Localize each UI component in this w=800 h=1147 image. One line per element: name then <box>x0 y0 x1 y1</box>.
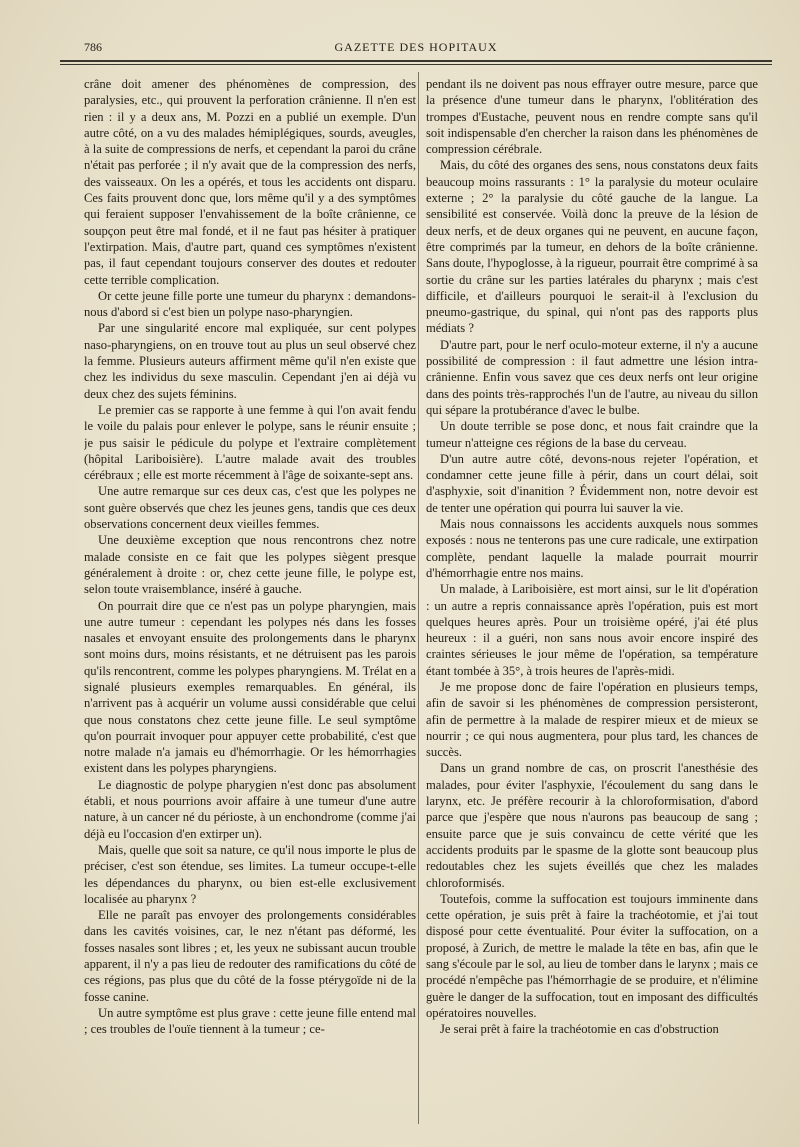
paragraph: Un doute terrible se pose donc, et nous fait craindre que la tumeur n'atteigne ces régions de la base du cerveau. <box>426 419 758 450</box>
paragraph: crâne doit amener des phénomènes de compression, des paralysies, etc., qui prouvent la perforation crânienne. Il n'en est rien : il y a deux ans, M. Pozzi en a publié un exemple. D'un autre côté, on a vu des malades hémiplégiques, sourds, aveugles, à la suite de compressions de nerfs, et cependant la paroi du crâne n'était pas perforée ; il n'y avait que de la compression des nerfs, des vaisseaux. On les a opérés, et tous les accidents ont disparu. Ces faits prouvent donc que, lors même qu'il y a des symptômes qui feraient supposer l'envahissement de la boîte crânienne, ce soupçon peut être mal fondé, et il ne faut pas hésiter à pratiquer l'extirpation. Mais, d'autre part, quand ces symptômes n'existent pas, il faut cependant toujours conserver des doutes et redouter cette terrible complication. <box>84 77 416 287</box>
left-column <box>84 76 416 1126</box>
paragraph: Le premier cas se rapporte à une femme à qui l'on avait fendu le voile du palais pour enlever le polype, sans le réunir ensuite ; je pus saisir le pédicule du polype et l'extraire complètement (hôpital Lariboisière). L'autre malade avait des troubles cérébraux ; elle est morte récemment à l'âge de soixante-sept ans. <box>84 402 416 483</box>
paragraph: Une deuxième exception que nous rencontrons chez notre malade consiste en ce fait que les polypes siègent presque généralement à droite : or, chez cette jeune fille, le polype est, selon toute vraisemblance, inséré à gauche. <box>84 533 416 597</box>
paragraph: Mais, quelle que soit sa nature, ce qu'il nous importe le plus de préciser, c'est son étendue, ses limites. La tumeur occupe-t-elle les dépendances du pharynx, ou bien est-elle exclusivement localisée au pharynx ? <box>84 842 416 906</box>
paragraph: pendant ils ne doivent pas nous effrayer outre mesure, parce que la présence d'une tumeur dans le pharynx, l'oblitération des trompes d'Eustache, peuvent nous en rendre compte sans qu'il soit indispensable d'en chercher la raison dans les phénomènes de compression cérébrale. <box>426 77 758 157</box>
header-rule-thick <box>60 60 772 62</box>
paragraph: Mais nous connaissons les accidents auxquels nous sommes exposés : nous ne tenterons pas une cure radicale, une extirpation complète, pendant laquelle la malade pourrait mourrir d'hémorrhagie entre nos mains. <box>426 517 758 580</box>
paragraph: D'un autre autre côté, devons-nous rejeter l'opération, et condamner cette jeune fille à périr, dans un court délai, soit d'asphyxie, soit d'inanition ? Évidemment non, notre devoir est de tenter une opération qui pourra lui sauver la vie. <box>426 451 758 515</box>
paragraph: Je me propose donc de faire l'opération en plusieurs temps, afin de savoir si les phénomènes de compression persisteront, afin de permettre à la malade de respirer mieux et de mieux se nourrir ; ce qui nous augmentera, pour plus tard, les chances de succès. <box>426 679 758 760</box>
paragraph: Un autre symptôme est plus grave : cette jeune fille entend mal ; ces troubles de l'ouïe tiennent à la tumeur ; ce- <box>84 1005 416 1037</box>
paragraph: Par une singularité encore mal expliquée, sur cent polypes naso-pharyngiens, on en trouve tout au plus un seul observé chez la femme. Plusieurs auteurs affirment même qu'il n'en existe que chez les individus du sexe masculin. Cependant j'en ai déjà vu deux chez des sujets féminins. <box>84 321 416 401</box>
journal-title: GAZETTE DES HOPITAUX <box>334 40 498 54</box>
page-header <box>60 36 772 58</box>
paragraph: On pourrait dire que ce n'est pas un polype pharyngien, mais une autre tumeur : cependant les polypes nés dans les fosses nasales et envoyant ensuite des prolongements dans le pharynx sont moins durs, moins résistants, et ne détruisent pas les parois qu'ils rencontrent, comme les polypes pharyngiens. M. Trélat en a signalé plusieurs exemples remarquables. En général, ils n'arrivent pas à acquérir un volume aussi considérable que celui que nous constatons chez cette jeune fille. Le seul symptôme qu'on pourrait invoquer pour appuyer cette probabilité, c'est que notre malade n'a jamais eu d'hémorrhagie. Or les hémorrhagies existent dans les polypes pharyngiens. <box>84 598 416 776</box>
paragraph: Dans un grand nombre de cas, on proscrit l'anesthésie des malades, pour éviter l'asphyxie, l'écoulement du sang dans le larynx, etc. Je préfère recourir à la chloroformisation, d'abord parce que j'espère que nous n'aurons pas beaucoup de sang ; ensuite parce que je suis convaincu de cette vérité que les accidents produits par le spasme de la glotte sont beaucoup plus redoutables chez les sujets éveillés que chez les malades chloroformisés. <box>426 761 758 890</box>
paragraph: Elle ne paraît pas envoyer des prolongements considérables dans les cavités voisines, car, le nez n'étant pas déformé, les fosses nasales sont libres ; et, les yeux ne subissant aucun trouble apparent, il n'y a pas lieu de redouter des ramifications du côté de ces régions, pas plus que du côté de la fosse ptérygoïde ni de la fosse canine. <box>84 908 416 1004</box>
paragraph: D'autre part, pour le nerf oculo-moteur externe, il n'y a aucune possibilité de compression : il faut admettre une lésion intra-crânienne. Enfin vous savez que ces deux nerfs ont leur origine dans des points très-rapprochés l'un de l'autre, au niveau du sillon qui sépare la protubérance d'avec le bulbe. <box>426 337 758 417</box>
column-divider <box>418 72 419 1124</box>
page-number: 786 <box>84 40 102 54</box>
paragraph: Mais, du côté des organes des sens, nous constatons deux faits beaucoup moins rassurants : 1° la paralysie du moteur oculaire externe ; 2° la paralysie du côté gauche de la langue. La sensibilité est conservée. Voilà donc la preuve de la lésion de deux nerfs, et de deux organes qui ne peuvent, en aucune façon, être comprimés par la tumeur, en dehors de la boîte crânienne. Sans doute, l'hypoglosse, à la rigueur, pourrait être comprimé à sa sortie du crâne sur les parties latérales du pharynx ; mais c'est difficile, et d'ailleurs pourquoi le serait-il à l'exclusion du pneumo-gastrique, du spinal, qui n'ont pas des rapports plus médiats ? <box>426 158 758 336</box>
paragraph: Le diagnostic de polype pharygien n'est donc pas absolument établi, et nous pourrions avoir affaire à une tumeur d'une autre nature, à un cancer né du périoste, à un enchondrome (comme j'ai déjà eu l'occasion d'en extirper un). <box>84 777 416 841</box>
paragraph: Or cette jeune fille porte une tumeur du pharynx : demandons-nous d'abord si c'est bien un polype naso-pharyngien. <box>84 288 416 320</box>
paragraph: Un malade, à Lariboisière, est mort ainsi, sur le lit d'opération : un autre a repris connaissance après l'opération, puis est mort quelques heures après. Pour un troisième opéré, j'ai été plus heureux : il a guéri, non sans nous avoir encore inspiré des craintes sérieuses le jour même de l'opération, sa température étant tombée à 35°, à trois heures de l'après-midi. <box>426 582 758 678</box>
header-rule-thin <box>60 64 772 65</box>
paragraph: Une autre remarque sur ces deux cas, c'est que les polypes ne sont guère observés que chez les jeunes gens, tandis que ces deux observations concernent deux vieilles femmes. <box>84 484 416 532</box>
paragraph: Toutefois, comme la suffocation est toujours imminente dans cette opération, je suis prêt à faire la trachéotomie, et j'ai tout disposé pour cette éventualité. Pour éviter la suffocation, on a proposé, à Zurich, de mettre le malade la tête en bas, afin que le sang s'écoule par le sol, au lieu de tomber dans le larynx ; mais ce procédé n'empêche pas l'hémorrhagie de se produire, et n'élimine guère le danger de la suffocation, tout en imposant des difficultés opératoires nouvelles. <box>426 891 758 1020</box>
paragraph: Je serai prêt à faire la trachéotomie en cas d'obstruction <box>440 1022 719 1037</box>
right-column <box>426 76 758 1126</box>
